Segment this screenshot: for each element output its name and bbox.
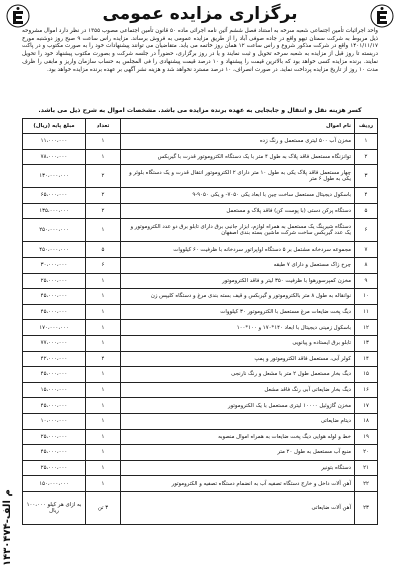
asset-name: منبع آب مستعمل به طول ۲۰ متر xyxy=(121,445,355,461)
asset-name: چرخ زاک مستعمل و دارای ۷ طبقه xyxy=(121,257,355,273)
asset-name: نوانقاله به طول ۸ متر بالکتروموتور و گیربکس و قیف بسته بندی مرغ و دستگاه کلیپس زن xyxy=(121,289,355,305)
asset-price: ۲۵،۰۰۰،۰۰۰ xyxy=(23,460,86,476)
table-row xyxy=(23,289,378,305)
asset-count: ۱ xyxy=(86,429,121,445)
asset-price: ۴۲،۰۰۰،۰۰۰ xyxy=(23,351,86,367)
asset-name: دیتام ضایعاتی xyxy=(121,413,355,429)
asset-price: ۱۳۵،۰۰۰،۰۰۰ xyxy=(23,203,86,219)
header-count: تعداد xyxy=(86,119,121,134)
asset-price: ۷۷،۰۰۰،۰۰۰ xyxy=(23,335,86,351)
asset-count: ۱ xyxy=(86,134,121,150)
asset-count: ۱ xyxy=(86,320,121,336)
asset-name: آهن آلات ضایعاتی xyxy=(121,491,355,524)
asset-count: ۵ xyxy=(86,242,121,258)
asset-name: مخزن گازوئیل ۱۰۰۰۰ لیتری مستعمل با یک الکتروموتور xyxy=(121,398,355,414)
notice-header xyxy=(30,2,370,28)
asset-name: دیگ بخار مستعمل طول ۲ متر با مشعل و رنگ نارنجی xyxy=(121,367,355,383)
asset-price: ۱۵۰،۰۰۰،۰۰۰ xyxy=(23,476,86,492)
asset-name: تابلو برق ایستاده و پیانویی xyxy=(121,335,355,351)
asset-price: ۶۵،۰۰۰،۰۰۰ xyxy=(23,188,86,204)
asset-price: ۴۵،۰۰۰،۰۰۰ xyxy=(23,445,86,461)
reference-code-text: ۱۴۳۰۴۷۴-م الف xyxy=(2,489,13,566)
header-base-price: مبلغ پایه (ریال) xyxy=(23,119,86,134)
asset-price: ۴۵،۰۰۰،۰۰۰ xyxy=(23,289,86,305)
asset-name: خط و لوله هوایی دیگ پخت ضایعات به همراه اموال منصوبه xyxy=(121,429,355,445)
notice-subnote: کسر هزینه نقل و انتقال و جابجایی به عهده برنده مزایده می باشد. مشخصات اموال به شرح ذیل می باشد. xyxy=(38,107,362,114)
table-row xyxy=(23,320,378,336)
table-row xyxy=(23,188,378,204)
asset-count: ۱ xyxy=(86,219,121,242)
asset-count: ۱ xyxy=(86,149,121,165)
asset-count: ۱ xyxy=(86,367,121,383)
row-number: ۱۸ xyxy=(355,413,378,429)
asset-price: ۴۵،۰۰۰،۰۰۰ xyxy=(23,304,86,320)
table-row xyxy=(23,398,378,414)
table-row xyxy=(23,367,378,383)
table-row xyxy=(23,476,378,492)
asset-count: ۱ xyxy=(86,273,121,289)
asset-count: ۱ xyxy=(86,382,121,398)
asset-count: ۱ xyxy=(86,413,121,429)
asset-name: باسکول زمینی دیجیتال با ابعاد ۱۴۰*۱۷۰ و ۱۰۰*۱۰۰ xyxy=(121,320,355,336)
table-row xyxy=(23,149,378,165)
table-row xyxy=(23,273,378,289)
asset-price: ۱۵،۰۰۰،۰۰۰ xyxy=(23,382,86,398)
row-number: ۵ xyxy=(355,203,378,219)
table-row xyxy=(23,382,378,398)
row-number: ۲ xyxy=(355,149,378,165)
row-number: ۱۱ xyxy=(355,304,378,320)
row-number: ۲۳ xyxy=(355,491,378,524)
row-number: ۱۳ xyxy=(355,335,378,351)
asset-name: آهن آلات داخل و خارج دستگاه تصفیه آب به انضمام دستگاه تصفیه و الکتروموتور xyxy=(121,476,355,492)
asset-name: مخزن کمپرسورهوا با ظرفیت ۳۵۰ لیتر و فاقد الکتروموتور xyxy=(121,273,355,289)
table-row xyxy=(23,134,378,150)
asset-name: مخزن آب ۵۰۰ لیتری مستعمل و رنگ زده xyxy=(121,134,355,150)
asset-count: ۲ xyxy=(86,188,121,204)
table-header-row xyxy=(23,119,378,134)
row-number: ۱۶ xyxy=(355,382,378,398)
row-number: ۲۱ xyxy=(355,460,378,476)
asset-count: ۱ xyxy=(86,476,121,492)
table-row xyxy=(23,491,378,524)
row-number: ۶ xyxy=(355,219,378,242)
row-number: ۷ xyxy=(355,242,378,258)
asset-price: ۱۷۰،۰۰۰،۰۰۰ xyxy=(23,320,86,336)
asset-name: توانزنگاه مستعمل فاقد پلاک به طول ۴ متر با یک دستگاه الکتروموتور قدرت با گیربکس xyxy=(121,149,355,165)
row-number: ۱ xyxy=(355,134,378,150)
table-row xyxy=(23,351,378,367)
table-row xyxy=(23,203,378,219)
asset-name: دستگاه بتونیر xyxy=(121,460,355,476)
notice-reference-code xyxy=(2,416,18,566)
asset-count: ۱ xyxy=(86,304,121,320)
row-number: ۲۲ xyxy=(355,476,378,492)
table-row xyxy=(23,219,378,242)
organization-emblem-icon xyxy=(370,4,394,28)
asset-count: ۱ xyxy=(86,289,121,305)
asset-name: دستگاه پرکن دستی (با پوست کن) فاقد پلاک و مستعمل xyxy=(121,203,355,219)
asset-count: ۱ xyxy=(86,460,121,476)
asset-count: ۱ xyxy=(86,445,121,461)
asset-name: دستگاه شیرینگ یک مستعمل به همراه لوازم، ابزار جانبی برق دارای تابلو برق دو عدد الکتروموتور و یک عدد گیربکس ساخت شرکت ماشین بسته بندی اصفهان xyxy=(121,219,355,242)
asset-count: ۶ xyxy=(86,257,121,273)
asset-price: ۱۳۰،۰۰۰،۰۰۰ xyxy=(23,165,86,188)
row-number: ۴ xyxy=(355,188,378,204)
assets-table-body xyxy=(23,134,378,525)
asset-price: ۱۱،۰۰۰،۰۰۰ xyxy=(23,134,86,150)
asset-count: ۱ xyxy=(86,398,121,414)
asset-count: ۴ xyxy=(86,351,121,367)
asset-name: دیگ بخار ضایعاتی آبی رنگ فاقد مشعل xyxy=(121,382,355,398)
row-number: ۸ xyxy=(355,257,378,273)
asset-price: ۴۵۰،۰۰۰،۰۰۰ xyxy=(23,242,86,258)
row-number: ۱۰ xyxy=(355,289,378,305)
header-asset-name: نام اموال xyxy=(121,119,355,134)
asset-count: ۱ xyxy=(86,335,121,351)
asset-name: مجموعه سردخانه مشتمل بر ۵ دستگاه اواپراتور سردخانه با ظرفیت ۶۰ کیلووات xyxy=(121,242,355,258)
notice-title: برگزاری مزایده عمومی xyxy=(102,4,298,24)
asset-price: ۱۰،۰۰۰،۰۰۰ xyxy=(23,413,86,429)
row-number: ۱۵ xyxy=(355,367,378,383)
table-row xyxy=(23,257,378,273)
asset-price: ۴۵،۰۰۰،۰۰۰ xyxy=(23,398,86,414)
row-number: ۲۰ xyxy=(355,445,378,461)
organization-emblem-icon xyxy=(6,4,30,28)
asset-price: به ازای هر کیلو ۱۰۰،۰۰۰ ریال xyxy=(23,491,86,524)
row-number: ۱۹ xyxy=(355,429,378,445)
asset-price: ۴۵،۰۰۰،۰۰۰ xyxy=(23,367,86,383)
assets-table xyxy=(22,118,378,525)
asset-price: ۷۸،۰۰۰،۰۰۰ xyxy=(23,149,86,165)
row-number: ۱۲ xyxy=(355,320,378,336)
table-row xyxy=(23,445,378,461)
asset-name: باسکول دیجیتال مستعمل ساخت چین با ابعاد یکی ۷۰۵۰- و یکی ۹۰۵۰-۹ xyxy=(121,188,355,204)
table-row xyxy=(23,429,378,445)
table-row xyxy=(23,165,378,188)
row-number: ۳ xyxy=(355,165,378,188)
asset-name: دیگ پخت ضایعات مرغ مستعمل با الکتروموتور ۳۰ کیلووات xyxy=(121,304,355,320)
table-row xyxy=(23,460,378,476)
asset-name: کولر آبی، مستعمل فاقد الکتروموتور و پمپ xyxy=(121,351,355,367)
table-row xyxy=(23,335,378,351)
asset-price: ۲۵،۰۰۰،۰۰۰ xyxy=(23,429,86,445)
asset-count: ۳ تن xyxy=(86,491,121,524)
asset-count: ۲ xyxy=(86,165,121,188)
asset-price: ۲۵۰،۰۰۰،۰۰۰ xyxy=(23,219,86,242)
asset-price: ۳۰،۰۰۰،۰۰۰ xyxy=(23,257,86,273)
table-row xyxy=(23,413,378,429)
asset-name: چهار مستعمل فاقد پلاک یکی به طول ۱۰ متر دارای ۲ الکتروموتور انتقال قدرت و یک دستگاه بلوئر و یکی به طول ۶ متر xyxy=(121,165,355,188)
header-row-number: ردیف xyxy=(355,119,378,134)
row-number: ۱۴ xyxy=(355,351,378,367)
table-row xyxy=(23,242,378,258)
row-number: ۱۷ xyxy=(355,398,378,414)
asset-count: ۲ xyxy=(86,203,121,219)
row-number: ۹ xyxy=(355,273,378,289)
table-row xyxy=(23,304,378,320)
notice-intro-paragraph: واحد اجرائیات تأمین اجتماعی شعبه سرخه به استناد فصل ششم آئین نامه اجرائی ماده ۵۰ قانون تأمین اجتماعی مصوب ۱۳۵۵ در نظر دارد اموال مشروحه ذیل مربوط به شرکت سمنان تیهو واقع در جاده صوفی آباد را از طریق مزایده عمومی به فروش برساند. مزایده راس ساعت ۹ صبح روز دوشنبه مورخ ۱۴۰۱/۱۱/۱۷ واقع در شرکت مذکور شروع و راس ساعت ۱۲ همان روز خاتمه می یابد. متقاضیان می توانند پیشنهادات خود را به صورت مکتوب و در پاکت دربسته تا روز قبل از مزایده به شعبه سرخه تحویل و ثبت نمایند و یا در روز برگزاری، حضوراً در جلسه شرکت و بصورت مکتوب پیشنهاد خود را تحویل نمایند. برنده مزایده کسی خواهد بود که بالاترین قیمت را پیشنهاد و ۱۰ درصد قیمت پیشنهادی را فی المجلس به حساب سازمان واریز و مابقی را ظرف مدت ۱۰ روز از تاریخ مزایده پرداخت نماید. در صورت انصراف، ۱۰ درصد مسترد نخواهد شد و هزینه نشر آگهی بر عهده برنده مزایده خواهد بود. xyxy=(22,28,378,73)
asset-price: ۲۵،۰۰۰،۰۰۰ xyxy=(23,273,86,289)
